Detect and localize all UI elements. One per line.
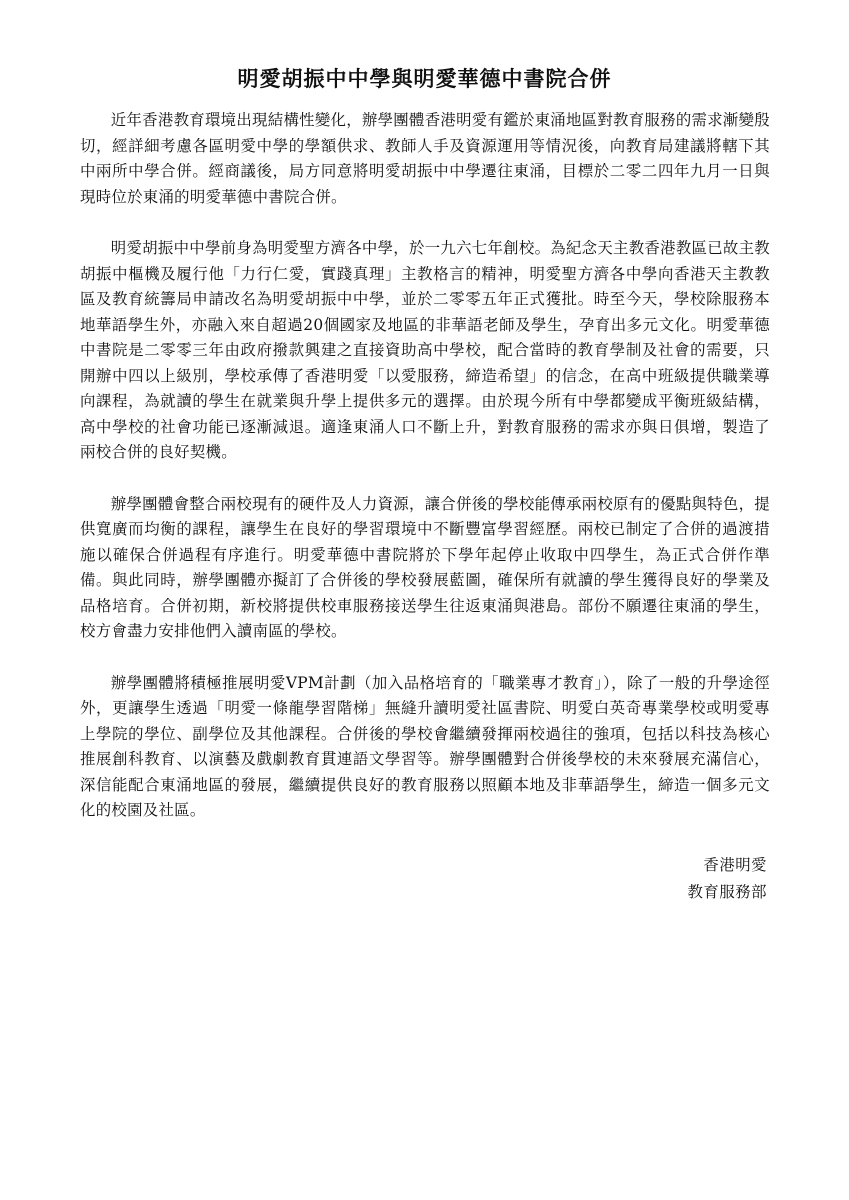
paragraph-4: 辦學團體將積極推展明愛VPM計劃（加入品格培育的「職業專才教育」），除了一般的升學途徑外，更讓學生透過「明愛一條龍學習階梯」無縫升讀明愛社區書院、明愛白英奇專業學校或明愛專上學院的學位、副學位及其他課程。合併後的學校會繼續發揮兩校過往的強項，包括以科技為核心推展創科教育、以演藝及戲劇教育貫連語文學習等。辦學團體對合併後學校的未來發展充滿信心，深信能配合東涌地區的發展，繼續提供良好的教育服務以照顧本地及非華語學生，締造一個多元文化的校園及社區。 xyxy=(80,673,770,819)
document-body xyxy=(80,108,770,850)
paragraph-1: 近年香港教育環境出現結構性變化，辦學團體香港明愛有鑑於東涌地區對教育服務的需求漸變殷切，經詳細考慮各區明愛中學的學額供求、教師人手及資源運用等情況後，向教育局建議將轄下其中兩所中學合併。經商議後，局方同意將明愛胡振中中學遷往東涌，目標於二零二四年九月一日與現時位於東涌的明愛華德中書院合併。 xyxy=(80,111,770,206)
paragraph-3: 辦學團體會整合兩校現有的硬件及人力資源，讓合併後的學校能傳承兩校原有的優點與特色，提供寬廣而均衡的課程，讓學生在良好的學習環境中不斷豐富學習經歷。兩校已制定了合併的過渡措施以確保合併過程有序進行。明愛華德中書院將於下學年起停止收取中四學生，為正式合併作準備。與此同時，辦學團體亦擬訂了合併後的學校發展藍圖，確保所有就讀的學生獲得良好的學業及品格培育。合併初期，新校將提供校車服務接送學生往返東涌與港島。部份不願遷往東涌的學生，校方會盡力安排他們入讀南區的學校。 xyxy=(80,494,770,640)
document-title: 明愛胡振中中學與明愛華德中書院合併 xyxy=(237,66,612,91)
signature-organization: 香港明愛 xyxy=(703,856,767,874)
paragraph-2: 明愛胡振中中學前身為明愛聖方濟各中學，於一九六七年創校。為紀念天主教香港教區已故主教胡振中樞機及履行他「力行仁愛，實踐真理」主教格言的精神，明愛聖方濟各中學向香港天主教教區及教育統籌局申請改名為明愛胡振中中學，並於二零零五年正式獲批。時至今天，學校除服務本地華語學生外，亦融入來自超過20個國家及地區的非華語老師及學生，孕育出多元文化。明愛華德中書院是二零零三年由政府撥款興建之直接資助高中學校，配合當時的教育學制及社會的需要，只開辦中四以上級別，學校承傳了香港明愛「以愛服務，締造希望」的信念，在高中班級提供職業導向課程，為就讀的學生在就業與升學上提供多元的選擇。由於現今所有中學都變成平衡班級結構，高中學校的社會功能已逐漸減退。適逢東涌人口不斷上升，對教育服務的需求亦與日俱增，製造了兩校合併的良好契機。 xyxy=(80,239,770,461)
signature-block xyxy=(688,852,767,906)
signature-department: 教育服務部 xyxy=(687,883,767,901)
